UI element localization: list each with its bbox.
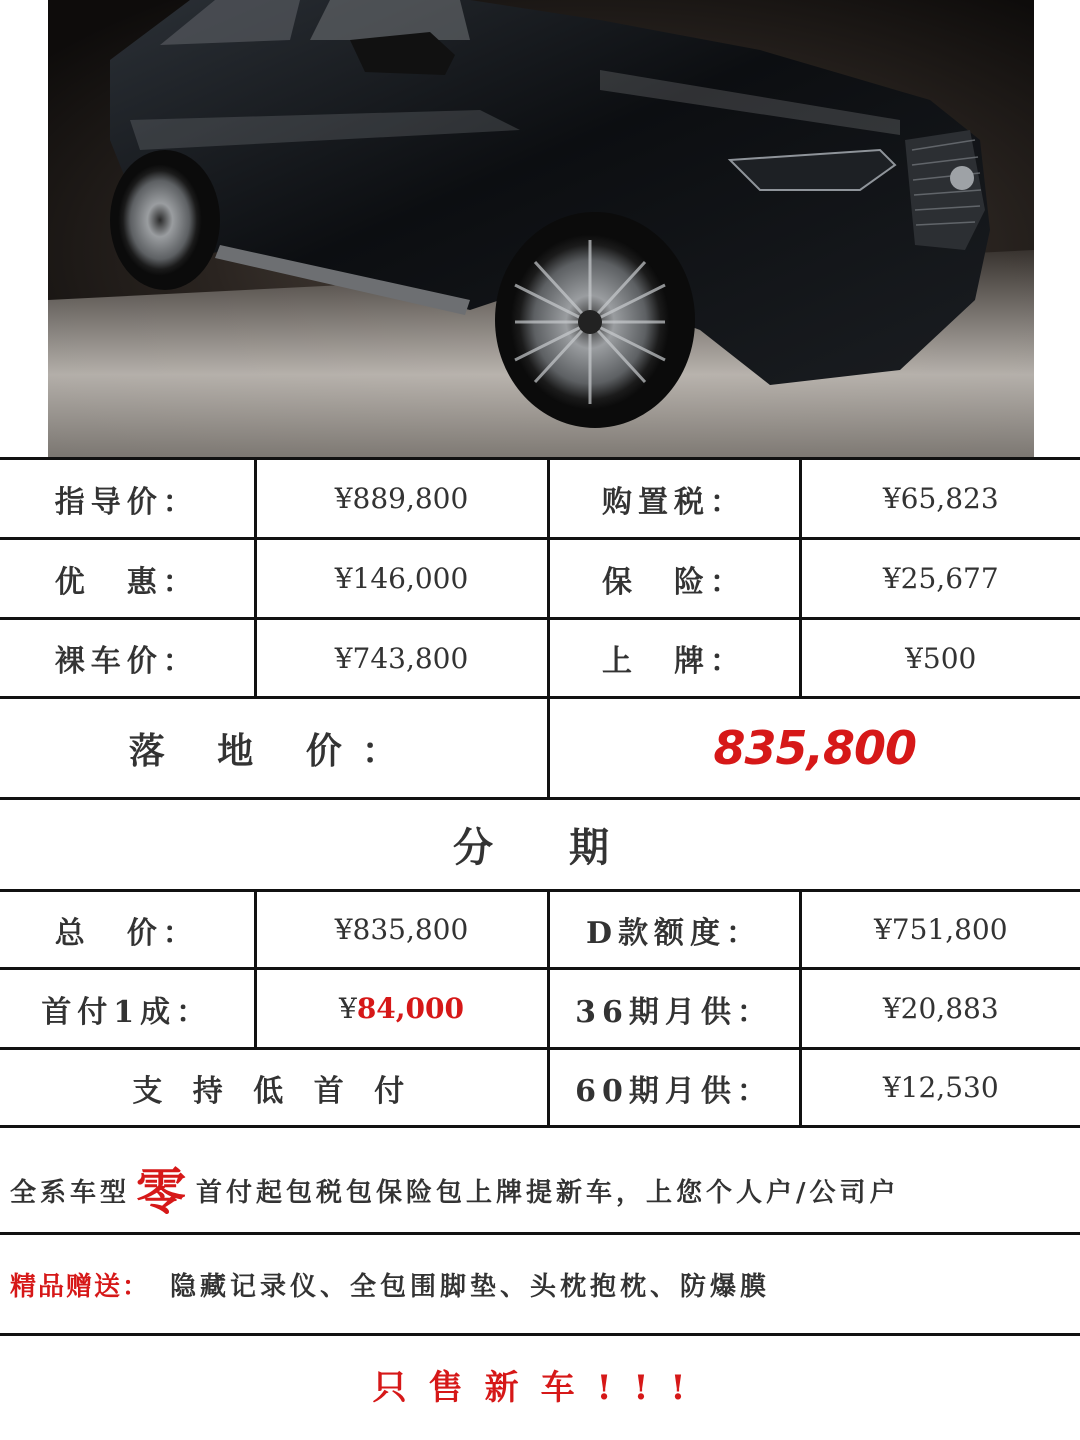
insurance-value: ¥25,677 [800,539,1080,619]
promo-text-before: 全系车型 [10,1178,131,1208]
table-row [0,1049,1080,1127]
table-row [0,539,1080,619]
bare-price-label: 裸车价： [0,619,255,698]
purchase-tax-label: 购置税： [548,459,800,539]
landing-price-value: 835,800 [548,698,1080,799]
table-row [0,619,1080,698]
insurance-label: 保 险： [548,539,800,619]
gifts-line [0,1235,1080,1336]
down-payment-label: 首付1成： [0,969,255,1049]
table-row [0,969,1080,1049]
installment-title-row [0,799,1080,891]
suv-image [0,0,1080,458]
total-price-value: ¥835,800 [255,891,548,969]
installment-title: 分 期 [0,799,1080,891]
total-price-label: 总 价： [0,891,255,969]
promo-zero: 零 [136,1162,186,1221]
monthly-60-label: 60期月供： [548,1049,800,1127]
down-payment-value [255,969,548,1049]
msrp-label: 指导价： [0,459,255,539]
loan-amount-label: D款额度： [548,891,800,969]
promo-line [0,1128,1080,1235]
gifts-label: 精品赠送： [10,1272,151,1302]
currency-symbol: ¥ [339,992,357,1025]
car-photo [0,0,1080,458]
loan-amount-value: ¥751,800 [800,891,1080,969]
discount-value: ¥146,000 [255,539,548,619]
monthly-36-value: ¥20,883 [800,969,1080,1049]
plate-value: ¥500 [800,619,1080,698]
monthly-36-label: 36期月供： [548,969,800,1049]
bare-price-value: ¥743,800 [255,619,548,698]
monthly-60-value: ¥12,530 [800,1049,1080,1127]
down-payment-amount: 84,000 [356,992,464,1025]
gifts-items: 隐藏记录仪、全包围脚垫、头枕抱枕、防爆膜 [170,1272,771,1302]
promo-text-after: 首付起包税包保险包上牌提新车，上您个人户/公司户 [196,1178,900,1208]
price-table [0,457,1080,1128]
landing-row [0,698,1080,799]
landing-price-label: 落 地 价： [0,698,548,799]
low-down-payment-note: 支 持 低 首 付 [0,1049,548,1127]
discount-label: 优 惠： [0,539,255,619]
table-row [0,891,1080,969]
plate-label: 上 牌： [548,619,800,698]
table-row [0,459,1080,539]
slogan: 只售新车!!! [372,1368,708,1408]
purchase-tax-value: ¥65,823 [800,459,1080,539]
msrp-value: ¥889,800 [255,459,548,539]
